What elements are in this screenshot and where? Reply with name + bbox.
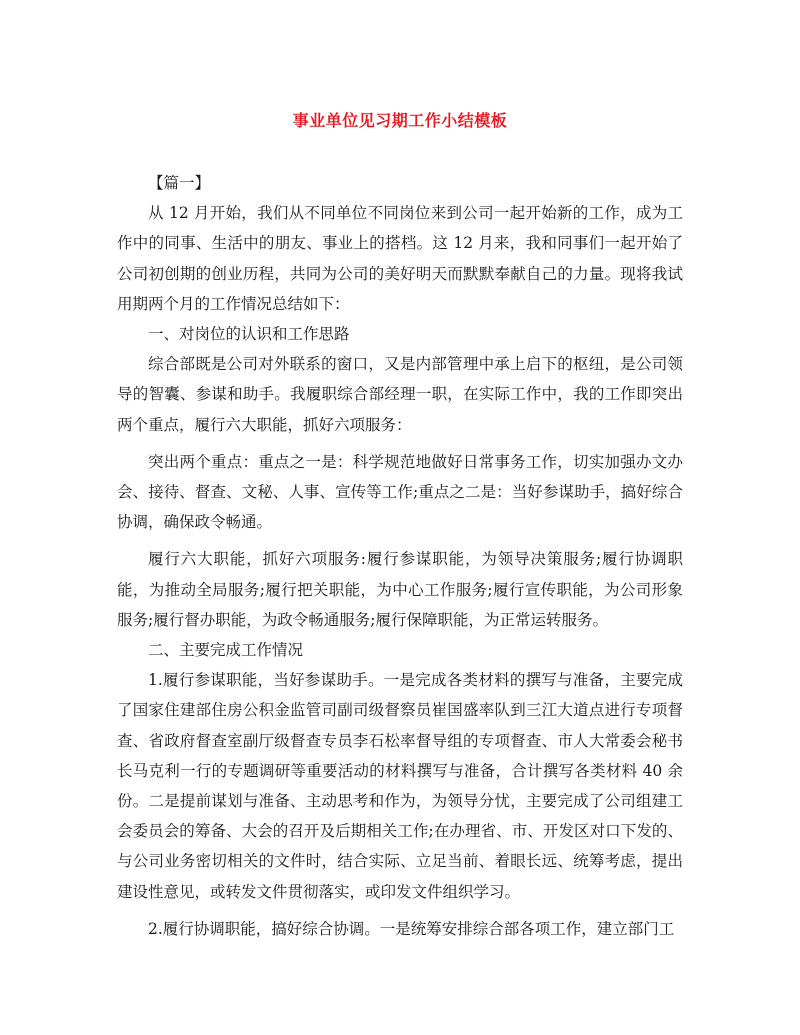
body-paragraph: 1.履行参谋职能，当好参谋助手。一是完成各类材料的撰写与准备，主要完成了国家住建部住房公积金监管司副司级督察员崔国盛率队到三江大道点进行专项督查、省政府督查室副厅级督查专员李石松率督导组的专项督查、市人大常委会秘书长马克利一行的专题调研等重要活动的材料撰写与准备，合计撰写各类材料 40 余份。二是提前谋划与准备、主动思考和作为，为领导分忧，主要完成了公司组建工会委员会的筹备、大会的召开及后期相关工作;在办理省、市、开发区对口下发的、与公司业务密切相关的文件时，结合实际、立足当前、着眼长远、统筹考虑，提出建设性意见，或转发文件贯彻落实，或印发文件组织学习。 (117, 671, 683, 901)
section-heading-1: 一、对岗位的认识和工作思路 (148, 325, 350, 344)
document-title: 事业单位见习期工作小结模板 (292, 111, 508, 130)
intro-paragraph: 从 12 月开始，我们从不同单位不同岗位来到公司一起开始新的工作，成为工作中的同事、生活中的朋友、事业上的搭档。这 12 月来，我和同事们一起开始了公司初创期的创业历程，共同为公司的美好明天而默默奉献自己的力量。现将我试用期两个月的工作情况总结如下： (117, 204, 683, 313)
body-paragraph: 突出两个重点：重点之一是：科学规范地做好日常事务工作，切实加强办文办会、接待、督查、文秘、人事、宣传等工作;重点之二是：当好参谋助手，搞好综合协调，确保政令畅通。 (117, 452, 683, 532)
body-paragraph: 履行六大职能，抓好六项服务:履行参谋职能，为领导决策服务;履行协调职能，为推动全局服务;履行把关职能，为中心工作服务;履行宣传职能，为公司形象服务;履行督办职能，为政令畅通服务;履行保障职能，为正常运转服务。 (117, 550, 683, 629)
section-heading-part-one: 【篇一】 (148, 174, 211, 192)
body-paragraph: 2.履行协调职能，搞好综合协调。一是统筹安排综合部各项工作，建立部门工 (148, 919, 675, 938)
section-heading-2: 二、主要完成工作情况 (148, 641, 304, 660)
body-paragraph: 综合部既是公司对外联系的窗口，又是内部管理中承上启下的枢纽，是公司领导的智囊、参谋和助手。我履职综合部经理一职，在实际工作中，我的工作即突出两个重点，履行六大职能，抓好六项服务： (117, 355, 683, 434)
document-body (117, 168, 683, 944)
